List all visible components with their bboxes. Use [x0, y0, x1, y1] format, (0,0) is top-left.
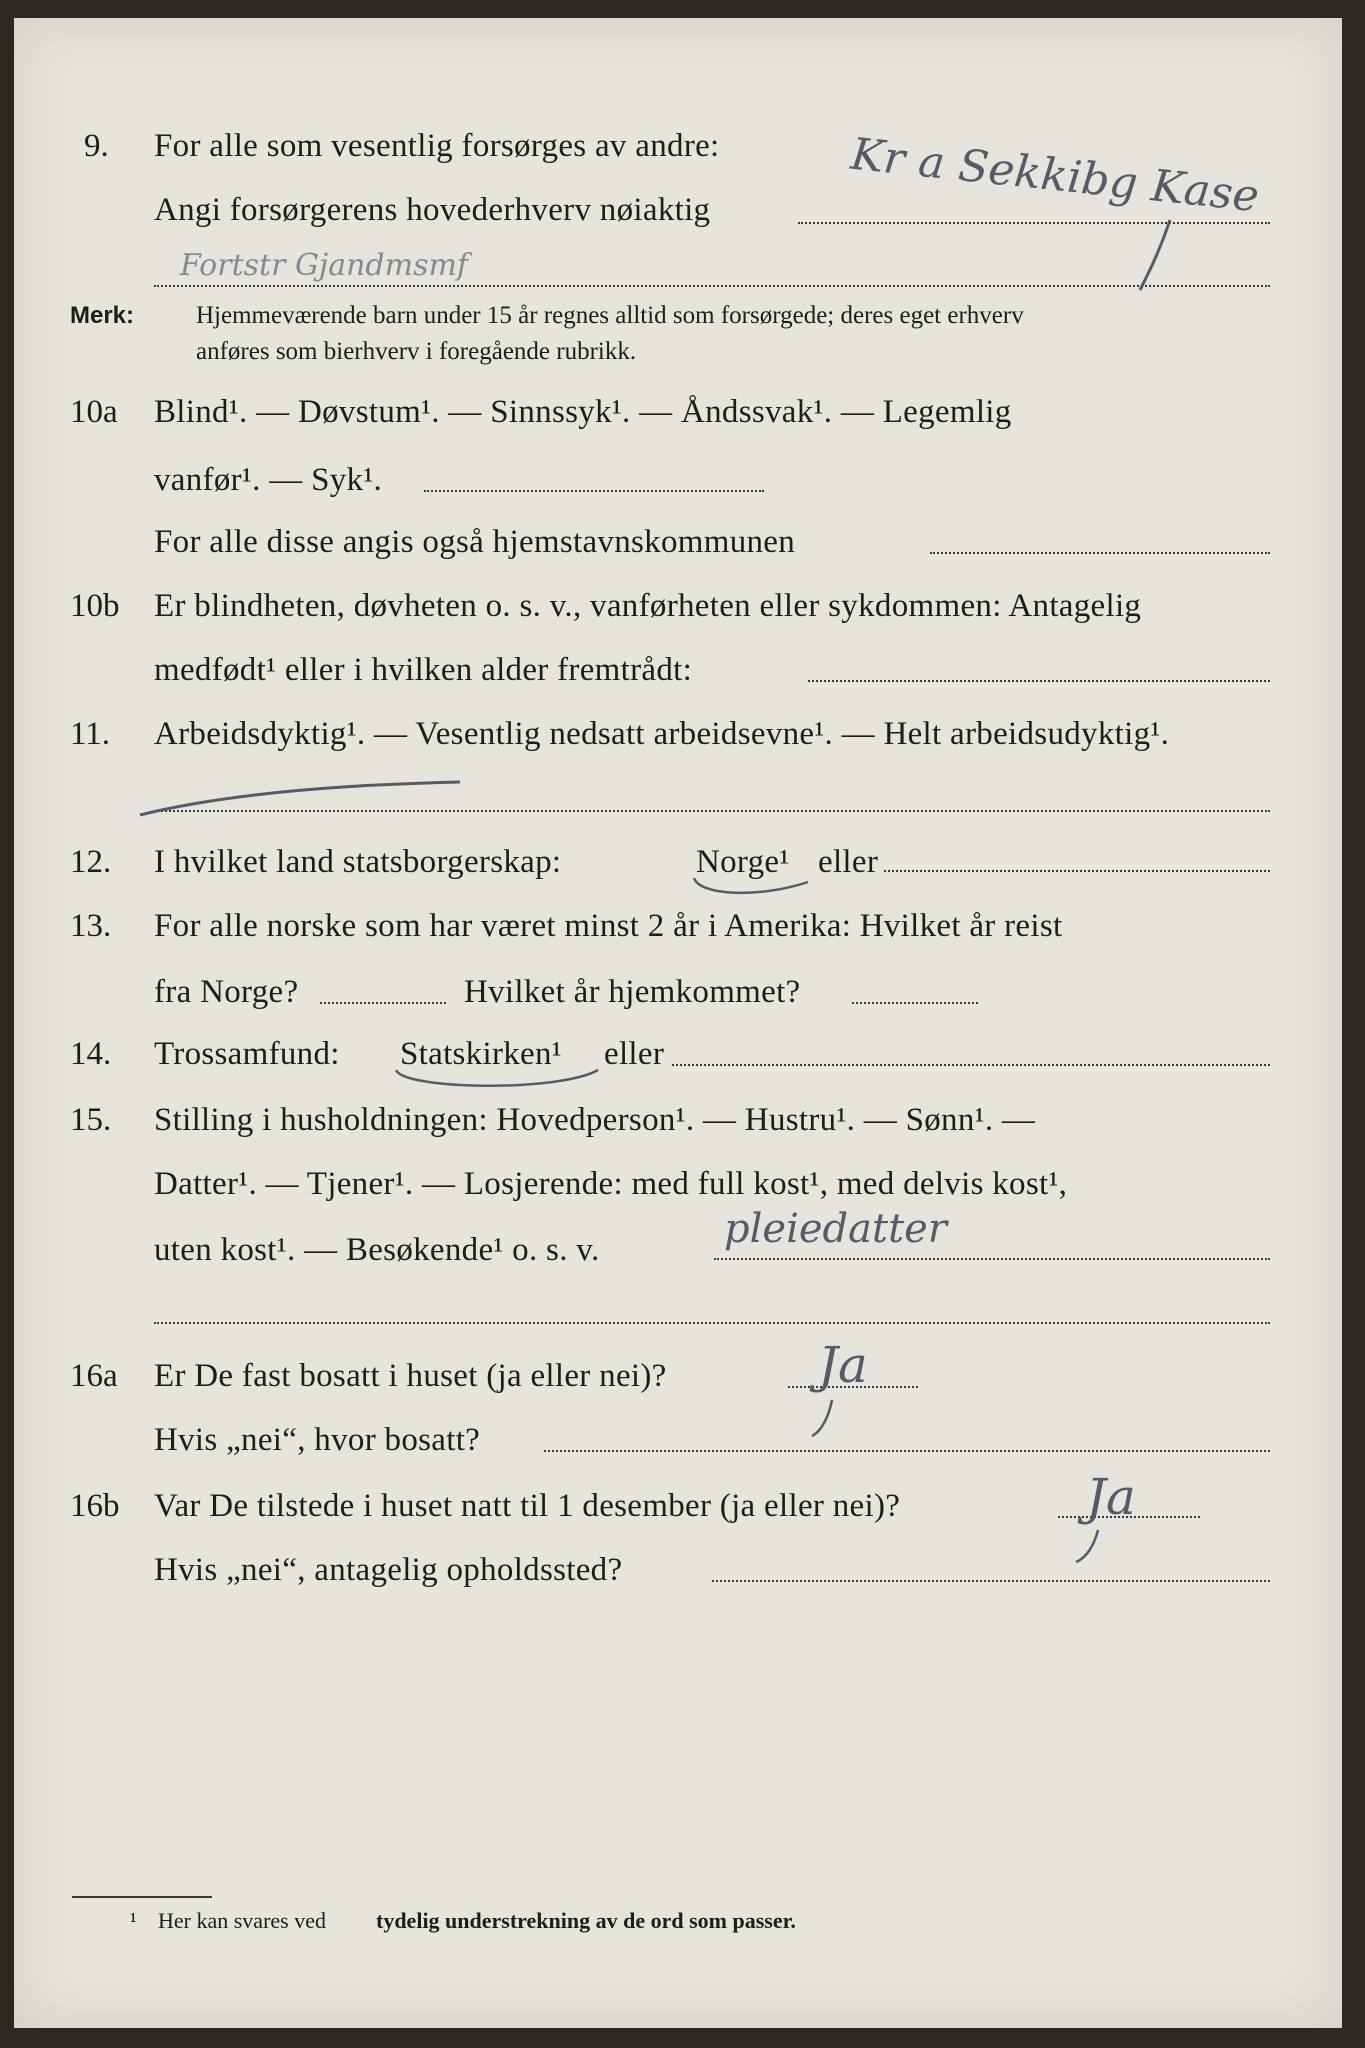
q11-pen-stroke [140, 782, 460, 815]
q15-line1: Stilling i husholdningen: Hovedperson¹. — Hustru¹. — Sønn¹. — [154, 1102, 1036, 1138]
q9-answer-handwritten-1: Kr a Sekkibg Kase [848, 128, 1262, 223]
q16a-pen-descender [812, 1400, 832, 1436]
q12-number: 12. [70, 844, 112, 880]
q15-line2: Datter¹. — Tjener¹. — Losjerende: med full kost¹, med delvis kost¹, [154, 1166, 1068, 1202]
q10a-line3: For alle disse angis også hjemstavnskommunen [154, 524, 796, 560]
footnote-text-a: Her kan svares ved [158, 1908, 326, 1933]
q12-norge: Norge¹ [696, 844, 790, 880]
q15-number: 15. [70, 1102, 112, 1138]
q16a-line2: Hvis „nei“, hvor bosatt? [154, 1422, 481, 1458]
q16b-number: 16b [70, 1488, 120, 1524]
q12-eller: eller [818, 844, 879, 880]
q14-text: Trossamfund: [154, 1036, 340, 1072]
q9-line1: For alle som vesentlig forsørges av andre: [154, 128, 720, 164]
q16b-line2: Hvis „nei“, antagelig opholdssted? [154, 1552, 623, 1588]
q16b-line1: Var De tilstede i huset natt til 1 desember (ja eller nei)? [154, 1488, 901, 1524]
q14-eller: eller [604, 1036, 665, 1072]
merk-line2: anføres som bierhverv i foregående rubrikk. [196, 338, 637, 365]
q10a-line1: Blind¹. — Døvstum¹. — Sinnssyk¹. — Åndssvak¹. — Legemlig [154, 394, 1012, 430]
q15-answer-handwritten: pleiedatter [724, 1206, 947, 1252]
q10b-number: 10b [70, 588, 120, 624]
q14-number: 14. [70, 1036, 112, 1072]
q9-pen-descender [1140, 220, 1170, 290]
q15-line3: uten kost¹. — Besøkende¹ o. s. v. [154, 1232, 600, 1268]
q16a-line1: Er De fast bosatt i huset (ja eller nei)? [154, 1358, 667, 1394]
q14-statskirken-underline [396, 1070, 598, 1086]
q10a-line2: vanfør¹. — Syk¹. [154, 462, 383, 498]
q9-answer-handwritten-2: Fortstr Gjandmsmf [180, 248, 469, 283]
merk-label: Merk: [70, 302, 135, 329]
q13-reist: fra Norge? [154, 974, 299, 1010]
q11-number: 11. [70, 716, 111, 752]
q11-line1: Arbeidsdyktig¹. — Vesentlig nedsatt arbeidsevne¹. — Helt arbeidsudyktig¹. [154, 716, 1170, 752]
q16b-answer-handwritten: Ja [1086, 1468, 1136, 1526]
q10b-line1: Er blindheten, døvheten o. s. v., vanførheten eller sykdommen: Antagelig [154, 588, 1142, 624]
q12-text: I hvilket land statsborgerskap: [154, 844, 562, 880]
q13-hjemkommet: Hvilket år hjemkommet? [464, 974, 801, 1010]
q14-statskirken: Statskirken¹ [400, 1036, 562, 1072]
q9-number: 9. [84, 128, 109, 164]
merk-line1: Hjemmeværende barn under 15 år regnes alltid som forsørgede; deres eget erhverv [196, 302, 1024, 329]
q16a-number: 16a [70, 1358, 118, 1394]
q13-number: 13. [70, 908, 112, 944]
q13-line1: For alle norske som har været minst 2 år i Amerika: Hvilket år reist [154, 908, 1063, 944]
q12-norge-underline [694, 878, 808, 893]
footnote-text-b: tydelig understrekning av de ord som passer. [376, 1908, 796, 1933]
footnote-marker: ¹ [130, 1908, 137, 1933]
q10a-number: 10a [70, 394, 118, 430]
q10b-line2: medfødt¹ eller i hvilken alder fremtrådt: [154, 652, 693, 688]
q9-line2: Angi forsørgerens hovederhverv nøiaktig [154, 192, 711, 228]
q16b-pen-descender [1076, 1530, 1098, 1562]
q16a-answer-handwritten: Ja [818, 1336, 868, 1394]
